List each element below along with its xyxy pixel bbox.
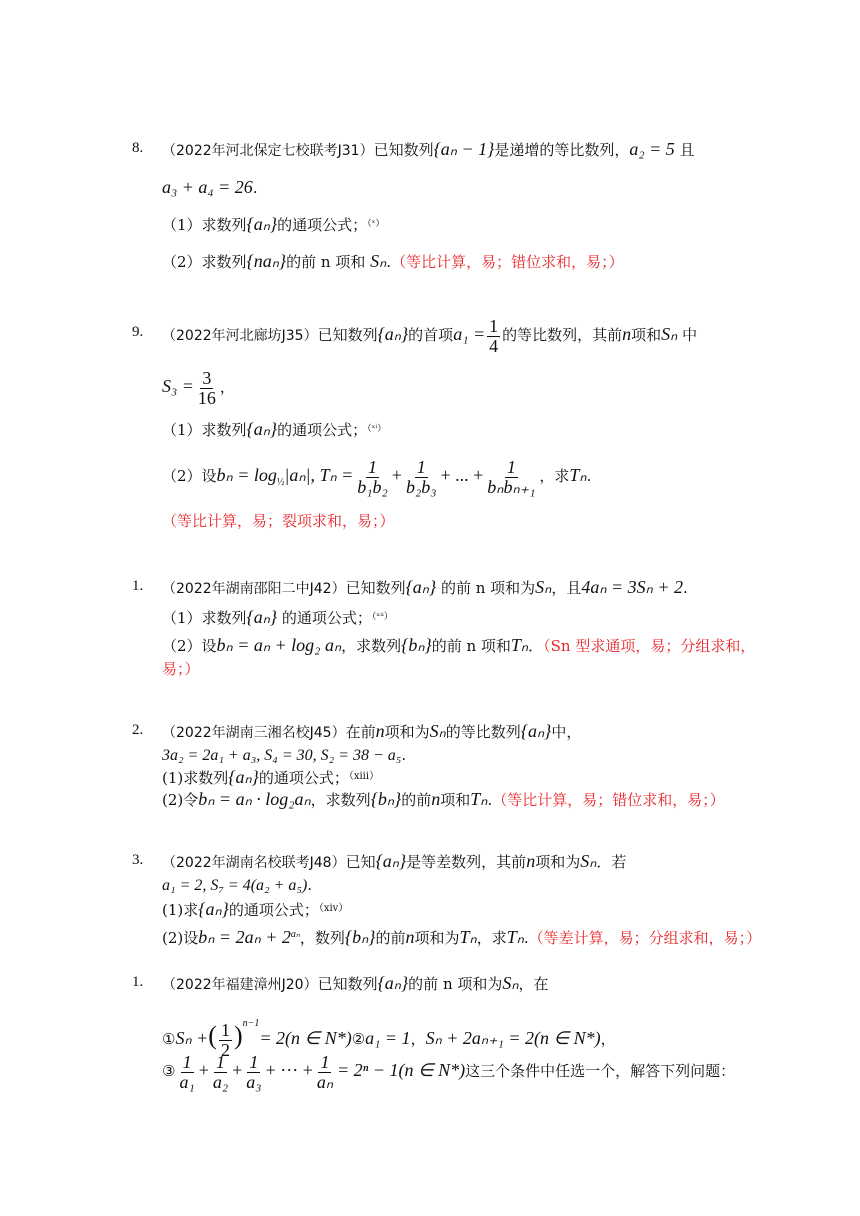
q-text: ，求数列 (310, 791, 371, 809)
math-bn: bₙ = aₙ + log₂ aₙ (216, 635, 342, 655)
stem-text: 已知数列 (345, 579, 406, 597)
q-text: (2)令 (162, 791, 199, 809)
q-text: （1）求数列 (162, 216, 247, 234)
q-text: ，数列 (299, 929, 345, 947)
q-text: 的通项公式； (277, 421, 368, 439)
problem-source: （2022年湖南名校联考J48） (162, 855, 346, 871)
math-cond: a₁ = 2, S₇ = 4(a₂ + a₅) (162, 877, 308, 894)
footnote-ref: （xiv） (318, 903, 349, 914)
stem-text: 的前 n 项和为 (440, 579, 536, 597)
q-text: (1)求数列 (162, 769, 229, 787)
math-seq: {aₙ} (375, 851, 407, 871)
stem-text: 中， (551, 723, 582, 741)
fraction: $\frac{1}{\text{b₂b₃}}$ (405, 456, 437, 497)
problem-stem (162, 138, 695, 162)
q-text: (2)设 (162, 929, 199, 947)
stem-text: 已知数列 (317, 326, 378, 344)
difficulty-note: （等差计算，易；分组求和，易；） (528, 929, 762, 947)
problem-number: 9. (132, 324, 144, 340)
question-2: （2）设bₙ = aₙ + log₂ aₙ，求数列{bₙ}的前 n 项和Tₙ．（Sn 型求通项，易；分组求和， (162, 635, 756, 655)
stem-text: ．若 (596, 853, 627, 871)
difficulty-note: （Sn 型求通项，易；分组求和， (543, 637, 756, 655)
q-text: 的前 n 项和 (431, 637, 511, 655)
stem-text: 的前 n 项和为 (408, 975, 503, 993)
problem-stem-cont: a₁ = 2, S₇ = 4(a₂ + a₅). (162, 876, 313, 894)
math-seq: {bₙ} (344, 927, 376, 947)
question-2: （2）求数列{naₙ}的前 n 项和 Sₙ.（等比计算，易；错位求和，易；） (162, 251, 624, 271)
stem-text: ，在 (518, 975, 549, 993)
condition-line: ③ $\frac{1}{\text{a₁}}$ + $\frac{1}{\text{a₂}}$ + $\frac{1}{\text{a₃}}$ + ··· + $\frac{1}{\text{aₙ}}$ = 2ⁿ − 1(n ∈ N*)这三个条件中任选一个，解答下列问题： (162, 1051, 736, 1092)
problem-stem (162, 972, 549, 996)
math-t: Tₙ (470, 789, 488, 809)
math-seq: {aₙ} (520, 721, 552, 741)
math-s3: S₃ = (162, 376, 194, 396)
difficulty-note: 易；） (162, 660, 200, 678)
math-seq: {aₙ} (377, 324, 409, 344)
question-2: (2)设$b_n = 2a_n + 2^{a_n}$，数列{bₙ}的前n项和为Tₙ，求Tₙ.（等差计算，易；分组求和，易；） (162, 927, 762, 947)
q-text: 的前 (375, 929, 406, 947)
q-text: 的通项公式； (281, 609, 372, 627)
problem-stem: （2022年湖南三湘名校J45）在前n项和为Sₙ的等比数列{aₙ}中， (162, 721, 582, 741)
q-text: （2）设 (162, 467, 217, 485)
fraction: $\frac{1}{\text{aₙ}}$ (316, 1051, 334, 1092)
exponent: aₙ (290, 929, 300, 940)
fraction: $\frac{1}{4}$ (489, 315, 499, 356)
problem-number: 3. (132, 852, 144, 868)
math-s: Sₙ (502, 973, 519, 993)
problem-number: 1. (132, 974, 144, 990)
question-1 (162, 213, 384, 236)
problem-source: （2022年湖南三湘名校J45） (162, 725, 346, 741)
problem-stem: （2022年湖南邵阳二中J42）已知数列{aₙ} 的前 n 项和为Sₙ，且4aₙ = 3Sₙ + 2. (162, 577, 688, 597)
difficulty-note: （等比计算，易；错位求和，易；） (391, 253, 624, 271)
stem-text: 的等比数列，其前 (502, 326, 623, 344)
math-seq: {aₙ} (246, 214, 278, 234)
stem-text: 已知 (345, 853, 376, 871)
footnote-ref: （ˣ） (367, 219, 385, 229)
stem-text: 的等比数列 (445, 723, 521, 741)
stem-text: 是等差数列，其前 (406, 853, 527, 871)
note-line (162, 658, 200, 680)
math-dots: + ··· + (265, 1060, 313, 1080)
stem-text: 中 (682, 326, 698, 344)
footnote-ref: （ˣⁱⁱ） (371, 612, 393, 622)
q-text: ，求 (539, 467, 570, 485)
condition-marker: ③ (162, 1062, 176, 1080)
math-dots: + ... + (440, 465, 484, 485)
math-seq: {aₙ} (246, 607, 278, 627)
difficulty-note: （等比计算，易；裂项求和，易；） (162, 512, 395, 530)
math-cond: 3a₂ = 2a₁ + a₃, S₄ = 30, S₂ = 38 − a₅ (162, 747, 402, 764)
problem-stem: （2022年河北廊坊J35）已知数列{aₙ}的首项a₁ = $\frac{1}{4}$ 的等比数列，其前n项和Sₙ 中 (162, 315, 698, 356)
math-seq: {aₙ} (228, 767, 259, 787)
math-cond: Sₙ + 2aₙ₊₁ = 2(n ∈ N*) (425, 1028, 601, 1048)
math-bn: bₙ = aₙ · log₂aₙ (198, 789, 311, 809)
condition-marker: ① (162, 1030, 176, 1048)
math-seq: {aₙ − 1} (433, 139, 495, 159)
math-cond: a₃ + a₄ = 26 (162, 177, 253, 197)
problem-source: （2022年湖南邵阳二中J42） (162, 581, 346, 597)
math-a1: a₁ = (453, 324, 486, 344)
fraction: $\frac{1}{2}$ (220, 1019, 230, 1060)
math-seq: {aₙ} (246, 419, 278, 439)
question-1 (162, 418, 386, 441)
math-bn: bₙ = log (216, 465, 277, 485)
math-bn: |aₙ|, Tₙ = (284, 465, 354, 485)
note-line (162, 510, 395, 532)
q-text: 的前 n 项和 (286, 253, 366, 271)
problem-number: 1. (132, 578, 144, 594)
math-t: Tₙ (510, 635, 529, 655)
problem-source: （2022年河北廊坊J35） (162, 328, 318, 344)
math-seq: {aₙ} (377, 973, 409, 993)
q-text: ，求 (476, 929, 507, 947)
q-text: 的通项公式； (258, 769, 349, 787)
fraction: $\frac{1}{\text{a₃}}$ (246, 1051, 262, 1092)
stem-text: 在前 (345, 723, 376, 741)
problem-source: （2022年河北保定七校联考J31） (162, 143, 374, 159)
math-seq: {aₙ} (405, 577, 437, 597)
math-s: Sₙ (370, 251, 387, 271)
q-text: （1）求数列 (162, 609, 247, 627)
question-1 (162, 898, 348, 921)
math-t: Tₙ (459, 927, 477, 947)
stem-text: 且 (679, 141, 695, 159)
q-text: ，求数列 (341, 637, 402, 655)
q-text: 的通项公式； (228, 901, 319, 919)
fraction: $\frac{1}{\text{bₙbₙ₊₁}}$ (487, 456, 536, 497)
problem-number: 8. (132, 140, 144, 156)
problem-source: （2022年福建漳州J20） (162, 977, 318, 993)
problem-stem-cont: 3a₂ = 2a₁ + a₃, S₄ = 30, S₂ = 38 − a₅. (162, 746, 407, 764)
q-text: 项和为 (414, 929, 460, 947)
math-t: Tₙ (569, 465, 587, 485)
stem-text: 已知数列 (317, 975, 378, 993)
math-cond: = 2(n ∈ N*) (259, 1028, 352, 1048)
question-2: （2）设$b_n = \log_{\frac{1}{2}}|a_n|$, Tₙ = $\frac{1}{\text{b₁b₂}}$ + $\frac{1}{\text{b₂b₃}}$ + ... + $\frac{1}{\text{bₙbₙ₊₁}}$ ，求Tₙ. (162, 456, 592, 497)
math-cond: a₁ = 1 (365, 1028, 411, 1048)
math-seq: {bₙ} (370, 789, 402, 809)
math-seq: {aₙ} (198, 899, 229, 919)
stem-text: 项和为 (535, 853, 581, 871)
q-text: （2）设 (162, 637, 217, 655)
stem-text: 已知数列 (373, 141, 434, 159)
math-seq: {bₙ} (401, 635, 432, 655)
q-text: 的通项公式； (277, 216, 368, 234)
fraction: $\frac{1}{\text{a₁}}$ (179, 1051, 195, 1092)
problem-stem-cont: a₃ + a₄ = 26. (162, 177, 258, 197)
footnote-ref: （ˣⁱ） (367, 424, 387, 434)
log-base: ½ (276, 477, 285, 488)
math-s: Sₙ (535, 577, 552, 597)
problem-stem: （2022年湖南名校联考J48）已知{aₙ}是等差数列，其前n项和为Sₙ．若 (162, 851, 627, 871)
stem-text: ，且 (551, 579, 582, 597)
math-seq: {naₙ} (246, 251, 287, 271)
q-text: （2）求数列 (162, 253, 247, 271)
stem-text: 这三个条件中任选一个，解答下列问题： (465, 1062, 736, 1080)
problem-stem-cont: S₃ = $\frac{3}{16}$ ， (162, 367, 235, 408)
math-cond: a₂ = 5 (629, 139, 675, 159)
question-1 (162, 606, 393, 629)
difficulty-note: （等比计算，易；错位求和，易；） (492, 791, 725, 809)
math-cond: = 2ⁿ − 1(n ∈ N*) (337, 1060, 466, 1080)
math-cond: Sₙ + (175, 1028, 209, 1048)
fraction: $\frac{1}{\text{b₁b₂}}$ (357, 456, 388, 497)
stem-text: 的首项 (408, 326, 454, 344)
stem-text: 项和为 (384, 723, 430, 741)
stem-text: 是递增的等比数列， (494, 141, 630, 159)
fraction: $\frac{3}{16}$ (197, 367, 216, 408)
q-text: (1)求 (162, 901, 199, 919)
question-1 (162, 766, 379, 789)
problem-number: 2. (132, 722, 144, 738)
question-2: (2)令bₙ = aₙ · log₂aₙ，求数列{bₙ}的前n项和Tₙ.（等比计算，易；错位求和，易；） (162, 789, 725, 809)
condition-line: ①Sₙ +( $\frac{1}{2}$ )$^{n-1}$= 2(n ∈ N*)②a₁ = 1，Sₙ + 2aₙ₊₁ = 2(n ∈ N*)， (162, 1018, 616, 1060)
stem-text: 项和 (631, 326, 662, 344)
exponent: n−1 (242, 1018, 260, 1029)
q-text: 的前 (401, 791, 432, 809)
fraction: $\frac{1}{\text{a₂}}$ (212, 1051, 229, 1092)
math-eq: 4aₙ = 3Sₙ + 2 (581, 577, 683, 597)
math-bn: bₙ = 2aₙ + 2 (198, 927, 291, 947)
q-text: （1）求数列 (162, 421, 247, 439)
condition-marker: ② (351, 1030, 366, 1048)
footnote-ref: （xiii） (348, 771, 380, 782)
q-text: 项和 (440, 791, 471, 809)
